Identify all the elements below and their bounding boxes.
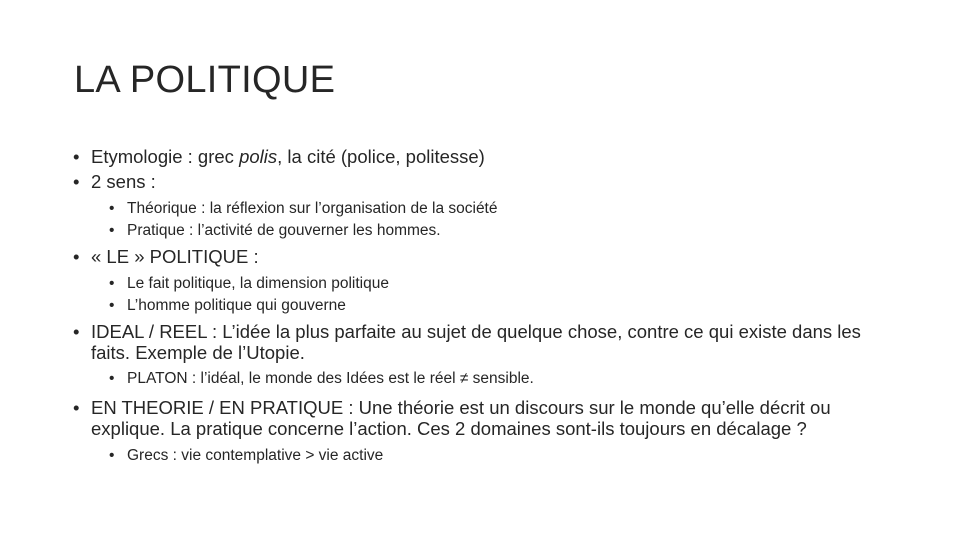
bullet-icon: • <box>109 370 115 387</box>
bullet-icon: • <box>73 246 80 267</box>
bullet-icon: • <box>109 447 115 464</box>
bullet-icon: • <box>73 171 80 192</box>
bullet-icon: • <box>73 146 80 167</box>
bullet-item-le-politique <box>73 246 873 267</box>
sub-item-text: Théorique : la réflexion sur l’organisation de la société <box>127 200 498 217</box>
bullet-icon: • <box>109 200 115 217</box>
bullet-icon: • <box>109 297 115 314</box>
sub-list <box>73 273 873 317</box>
bullet-item-ideal-reel <box>73 321 873 363</box>
sub-bullet-item <box>109 368 873 390</box>
item-text: , la cité (police, politesse) <box>277 146 485 167</box>
sub-list <box>73 445 873 467</box>
sub-item-text: Pratique : l’activité de gouverner les hommes. <box>127 222 441 239</box>
slide-title: LA POLITIQUE <box>74 59 336 101</box>
sub-list <box>73 198 873 242</box>
sub-item-text: Le fait politique, la dimension politique <box>127 275 389 292</box>
sub-item-text: PLATON : l’idéal, le monde des Idées est le réel ≠ sensible. <box>127 370 534 387</box>
sub-bullet-item <box>109 445 873 467</box>
bullet-item-2-sens <box>73 171 873 192</box>
slide-body <box>73 146 873 471</box>
bullet-icon: • <box>73 397 80 418</box>
sub-item-text: L’homme politique qui gouverne <box>127 297 346 314</box>
bullet-icon: • <box>73 321 80 342</box>
bullet-item-theorie-pratique <box>73 397 873 439</box>
item-text: EN THEORIE / EN PRATIQUE : Une théorie est un discours sur le monde qu’elle décrit ou explique. La pratique concerne l’action. Ces 2 domaines sont-ils toujours en décalage ? <box>91 397 831 439</box>
sub-list <box>73 368 873 390</box>
sub-bullet-item <box>109 220 873 242</box>
item-text: Etymologie : grec <box>91 146 240 167</box>
item-text: IDEAL / REEL : L’idée la plus parfaite au sujet de quelque chose, contre ce qui existe dans les faits. Exemple de l’Utopie. <box>91 321 861 363</box>
item-text-italic: polis <box>239 146 278 167</box>
sub-bullet-item <box>109 295 873 317</box>
bullet-item-etymologie <box>73 146 873 167</box>
sub-bullet-item <box>109 273 873 295</box>
sub-item-text: Grecs : vie contemplative > vie active <box>127 447 384 464</box>
item-text: « LE » POLITIQUE : <box>91 246 259 267</box>
item-text: 2 sens : <box>91 171 156 192</box>
bullet-icon: • <box>109 222 115 239</box>
sub-bullet-item <box>109 198 873 220</box>
bullet-icon: • <box>109 275 115 292</box>
